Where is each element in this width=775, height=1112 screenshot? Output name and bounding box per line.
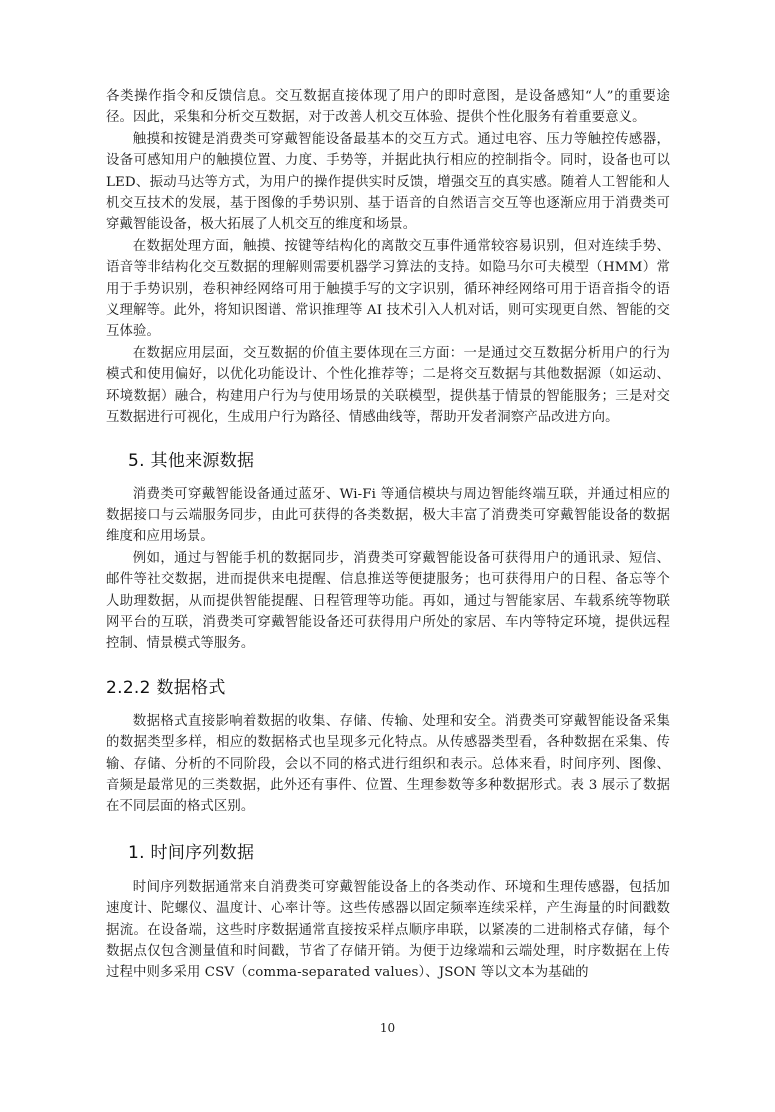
paragraph-touch-buttons: 触摸和按键是消费类可穿戴智能设备最基本的交互方式。通过电容、压力等触控传感器，设备可感知用户的触摸位置、力度、手势等，并据此执行相应的控制指令。同时，设备也可以 LED、振动马达等方式，为用户的操作提供实时反馈，增强交互的真实感。随着人工智能和人机交互技术的发展，基于图像的手势识别、基于语音的自然语言交互等也逐渐应用于消费类可穿戴智能设备，极大拓展了人机交互的维度和场景。: [106, 131, 670, 233]
section-heading-other-sources: 5. 其他来源数据: [128, 450, 255, 471]
paragraph-format-overview: 数据格式直接影响着数据的收集、存储、传输、处理和安全。消费类可穿戴智能设备采集的数据类型多样，相应的数据格式也呈现多元化特点。从传感器类型看，各种数据在采集、传输、存储、分析的不同阶段，会以不同的格式进行组织和表示。总体来看，时间序列、图像、音频是最常见的三类数据，此外还有事件、位置、生理参数等多种数据形式。表 3 展示了数据在不同层面的格式区别。: [106, 713, 670, 815]
section-heading-time-series: 1. 时间序列数据: [128, 842, 255, 863]
page-body: [106, 86, 670, 984]
paragraph-connectivity: 消费类可穿戴智能设备通过蓝牙、Wi-Fi 等通信模块与周边智能终端互联，并通过相应的数据接口与云端服务同步，由此可获得的各类数据，极大丰富了消费类可穿戴智能设备的数据维度和应用场景。: [106, 486, 670, 545]
paragraph-examples: 例如，通过与智能手机的数据同步，消费类可穿戴智能设备可获得用户的通讯录、短信、邮件等社交数据，进而提供来电提醒、信息推送等便捷服务；也可获得用户的日程、备忘等个人助理数据，从而提供智能提醒、日程管理等功能。再如，通过与智能家居、车载系统等物联网平台的互联，消费类可穿戴智能设备还可获得用户所处的家居、车内等特定环境，提供远程控制、情景模式等服务。: [106, 550, 670, 652]
paragraph-time-series: 时间序列数据通常来自消费类可穿戴智能设备上的各类动作、环境和生理传感器，包括加速度计、陀螺仪、温度计、心率计等。这些传感器以固定频率连续采样，产生海量的时间戳数据流。在设备端，这些时序数据通常直接按采样点顺序串联，以紧凑的二进制格式存储，每个数据点仅包含测量值和时间戳，节省了存储开销。为便于边缘端和云端处理，时序数据在上传过程中则多采用 CSV（comma-separated values）、JSON 等以文本为基础的: [106, 879, 670, 981]
page-number: 10: [379, 1021, 396, 1035]
section-heading-data-format: 2.2.2 数据格式: [106, 677, 226, 698]
paragraph-interaction-intro: 各类操作指令和反馈信息。交互数据直接体现了用户的即时意图，是设备感知“人”的重要途径。因此，采集和分析交互数据，对于改善人机交互体验、提供个性化服务有着重要意义。: [106, 89, 670, 126]
paragraph-data-application: 在数据应用层面，交互数据的价值主要体现在三方面：一是通过交互数据分析用户的行为模式和使用偏好，以优化功能设计、个性化推荐等；二是将交互数据与其他数据源（如运动、环境数据）融合，构建用户行为与使用场景的关联模型，提供基于情景的智能服务；三是对交互数据进行可视化，生成用户行为路径、情感曲线等，帮助开发者洞察产品改进方向。: [106, 345, 670, 426]
paragraph-data-processing: 在数据处理方面，触摸、按键等结构化的离散交互事件通常较容易识别，但对连续手势、语音等非结构化交互数据的理解则需要机器学习算法的支持。如隐马尔可夫模型（HMM）常用于手势识别，卷积神经网络可用于触摸手写的文字识别，循环神经网络可用于语音指令的语义理解等。此外，将知识图谱、常识推理等 AI 技术引入人机对话，则可实现更自然、智能的交互体验。: [106, 238, 670, 340]
